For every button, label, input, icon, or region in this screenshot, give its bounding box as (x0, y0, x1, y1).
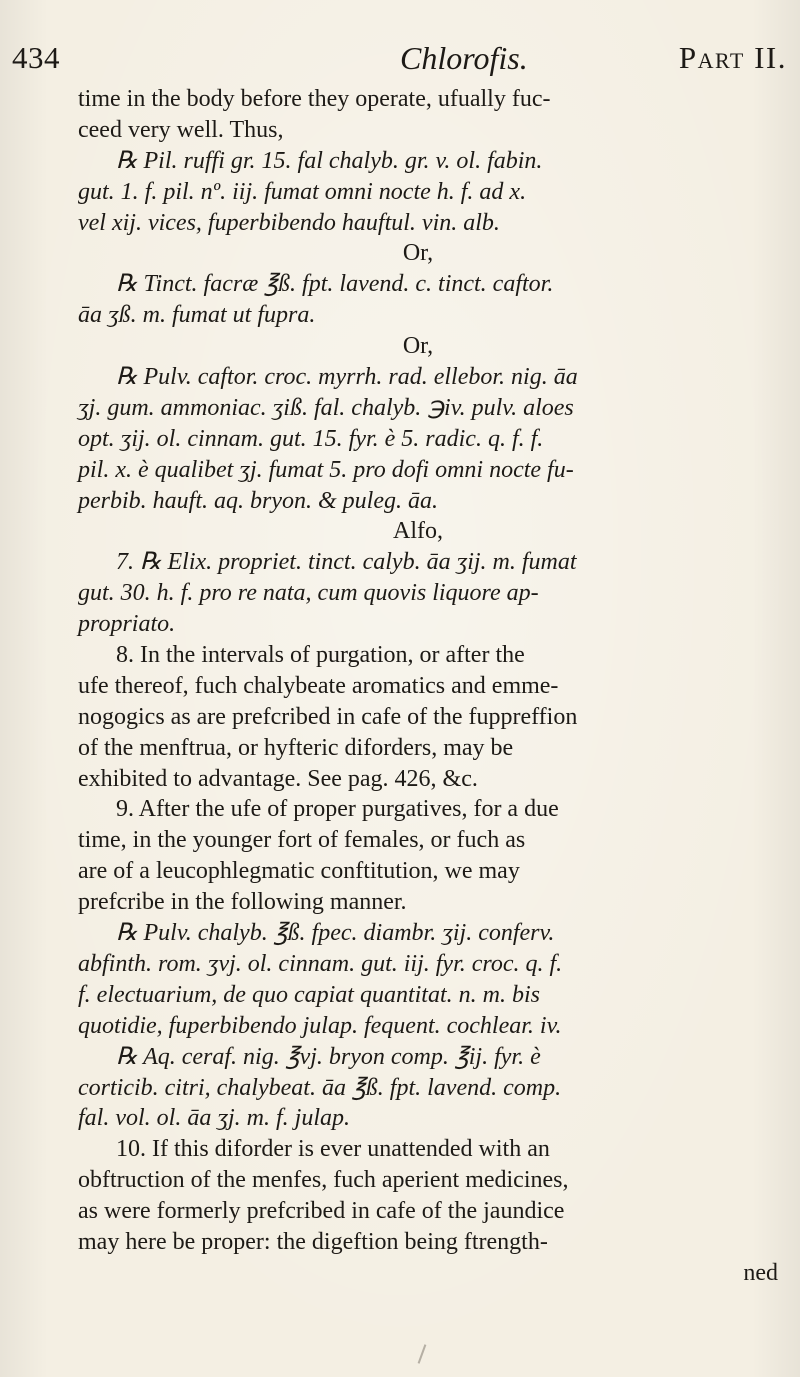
text-line: 9. After the ufe of proper purgatives, for a due (116, 796, 559, 823)
text-line: ℞ Tinct. facræ ℥ß. fpt. lavend. c. tinct. caftor. (116, 271, 554, 298)
text-line: pil. x. è qualibet ʒj. fumat 5. pro dofi omni nocte fu- (78, 456, 574, 483)
text-line: Or, (402, 240, 434, 267)
text-line: as were formerly prefcribed in cafe of the jaundice (78, 1198, 565, 1225)
text-line: fal. vol. ol. āa ʒj. m. f. julap. (78, 1105, 350, 1132)
text-line: exhibited to advantage. See pag. 426, &c. (78, 765, 478, 792)
text-line: ℞ Pil. ruffi gr. 15. fal chalyb. gr. v. ol. fabin. (116, 147, 543, 174)
text-line: ℞ Aq. ceraf. nig. ℥vj. bryon comp. ℥ij. fyr. è (116, 1043, 541, 1070)
text-line: Alfo, (393, 518, 443, 545)
text-line: gut. 30. h. f. pro re nata, cum quovis liquore ap- (78, 580, 539, 607)
text-line: opt. ʒij. ol. cinnam. gut. 15. fyr. è 5. radic. q. f. f. (78, 425, 544, 452)
text-line: ned (743, 1259, 778, 1286)
page-number: 434 (12, 40, 60, 75)
body-text (78, 84, 778, 1289)
text-line: corticib. citri, chalybeat. āa ℥ß. fpt. lavend. comp. (78, 1074, 562, 1101)
text-line: ℞ Pulv. chalyb. ℥ß. fpec. diambr. ʒij. conferv. (116, 920, 555, 947)
text-line: ceed very well. Thus, (78, 116, 284, 143)
print-mark (418, 1344, 427, 1363)
text-line: prefcribe in the following manner. (78, 889, 407, 916)
text-line: may here be proper: the digeftion being ftrength- (78, 1228, 548, 1255)
text-line: f. electuarium, de quo capiat quantitat. n. m. bis (78, 981, 540, 1008)
page-header (12, 40, 787, 84)
text-line: abfinth. rom. ʒvj. ol. cinnam. gut. iij. fyr. croc. q. f. (78, 950, 563, 977)
text-line: Or, (402, 333, 434, 360)
part-label: Part II. (678, 40, 787, 75)
text-line: perbib. hauft. aq. bryon. & puleg. āa. (78, 487, 438, 514)
text-line: gut. 1. f. pil. nº. iij. fumat omni nocte h. f. ad x. (78, 178, 527, 205)
text-line: time in the body before they operate, ufually fuc- (78, 86, 551, 112)
text-line: āa ʒß. m. fumat ut fupra. (78, 302, 316, 329)
text-line: obftruction of the menfes, fuch aperient medicines, (78, 1167, 569, 1194)
text-line: time, in the younger fort of females, or fuch as (78, 827, 526, 854)
text-line: ℞ Pulv. caftor. croc. myrrh. rad. ellebor. nig. āa (116, 364, 578, 391)
text-line: 8. In the intervals of purgation, or after the (116, 642, 525, 669)
running-title: Chlorofis. (400, 40, 528, 76)
text-line: ʒj. gum. ammoniac. ʒiß. fal. chalyb. ℈iv. pulv. aloes (78, 394, 574, 421)
text-line: quotidie, fuperbibendo julap. fequent. cochlear. iv. (78, 1012, 562, 1039)
text-line: 10. If this diforder is ever unattended with an (116, 1136, 550, 1163)
text-line: propriato. (78, 611, 176, 638)
text-line: are of a leucophlegmatic conftitution, we may (78, 858, 520, 885)
text-line: of the menftrua, or hyfteric diforders, may be (78, 734, 514, 761)
text-line: nogogics as are prefcribed in cafe of the fuppreffion (78, 703, 578, 730)
text-line: vel xij. vices, fuperbibendo hauftul. vin. alb. (78, 209, 500, 236)
text-line: 7. ℞ Elix. propriet. tinct. calyb. āa ʒij. m. fumat (116, 549, 577, 576)
text-line: ufe thereof, fuch chalybeate aromatics and emme- (78, 672, 559, 699)
